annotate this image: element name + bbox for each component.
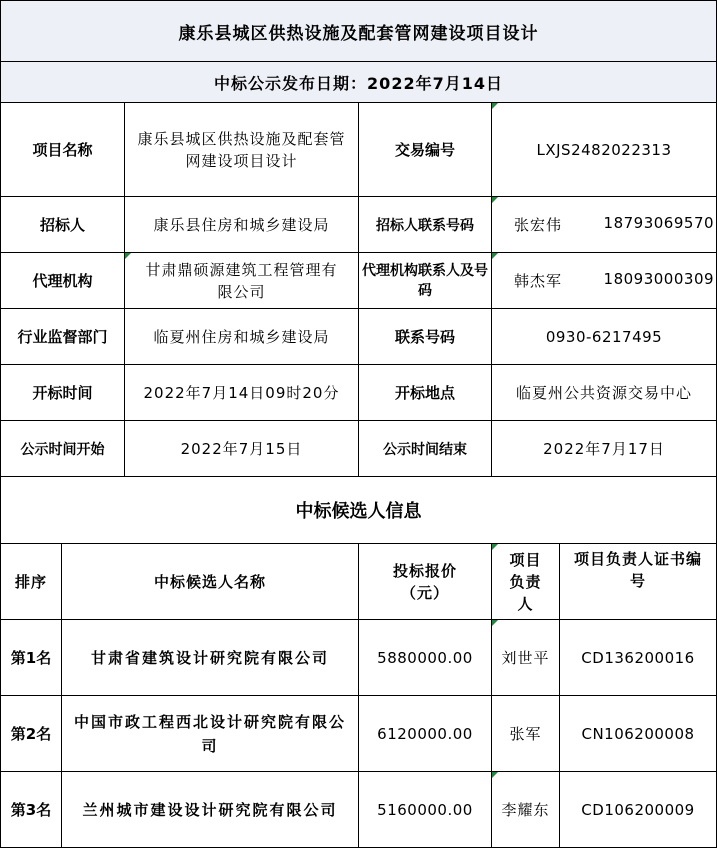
candidate-manager: 刘世平	[492, 620, 560, 696]
candidate-rank: 第1名	[1, 620, 62, 696]
candidate-rank: 第2名	[1, 696, 62, 772]
page-title: 康乐县城区供热设施及配套管网建设项目设计	[1, 1, 717, 62]
table-row	[1, 772, 717, 848]
col-bid-header: 投标报价（元）	[359, 544, 492, 620]
candidate-manager: 李耀东	[492, 772, 560, 848]
tenderer-value: 康乐县住房和城乡建设局	[125, 197, 359, 253]
publicity-end-value: 2022年7月17日	[492, 421, 717, 477]
candidate-manager: 张军	[492, 696, 560, 772]
candidate-cert: CD106200009	[560, 772, 717, 848]
publicity-start-label: 公示时间开始	[1, 421, 125, 477]
agency-phone-label: 代理机构联系人及号码	[359, 253, 492, 309]
candidate-cert: CN106200008	[560, 696, 717, 772]
col-rank-header: 排序	[1, 544, 62, 620]
open-time-value: 2022年7月14日09时20分	[125, 365, 359, 421]
tenderer-phone-label: 招标人联系号码	[359, 197, 492, 253]
supervisor-label: 行业监督部门	[1, 309, 125, 365]
open-time-label: 开标时间	[1, 365, 125, 421]
candidate-name: 甘肃省建筑设计研究院有限公司	[62, 620, 359, 696]
publicity-end-label: 公示时间结束	[359, 421, 492, 477]
col-name-header: 中标候选人名称	[62, 544, 359, 620]
agency-label: 代理机构	[1, 253, 125, 309]
tenderer-contact-phone: 18793069570	[603, 214, 715, 232]
candidate-cert: CD136200016	[560, 620, 717, 696]
col-cert-header: 项目负责人证书编号	[560, 544, 717, 620]
project-name-label: 项目名称	[1, 103, 125, 197]
supervisor-value: 临夏州住房和城乡建设局	[125, 309, 359, 365]
agency-value: 甘肃鼎硕源建筑工程管理有限公司	[125, 253, 359, 309]
candidates-section-title: 中标候选人信息	[1, 477, 717, 544]
candidate-bid: 5160000.00	[359, 772, 492, 848]
agency-contact-name: 韩杰军	[514, 272, 563, 290]
tenderer-contact	[492, 197, 717, 253]
publish-date: 中标公示发布日期：2022年7月14日	[1, 62, 717, 103]
phone-label: 联系号码	[359, 309, 492, 365]
tenderer-label: 招标人	[1, 197, 125, 253]
candidate-name: 兰州城市建设设计研究院有限公司	[62, 772, 359, 848]
agency-contact	[492, 253, 717, 309]
open-place-value: 临夏州公共资源交易中心	[492, 365, 717, 421]
table-row	[1, 696, 717, 772]
agency-contact-phone: 18093000309	[603, 270, 715, 288]
candidate-name: 中国市政工程西北设计研究院有限公司	[62, 696, 359, 772]
trade-no-value: LXJS2482022313	[492, 103, 717, 197]
candidate-rank: 第3名	[1, 772, 62, 848]
table-row	[1, 620, 717, 696]
phone-value: 0930-6217495	[492, 309, 717, 365]
tenderer-contact-name: 张宏伟	[514, 216, 563, 234]
open-place-label: 开标地点	[359, 365, 492, 421]
candidate-bid: 5880000.00	[359, 620, 492, 696]
project-name-value: 康乐县城区供热设施及配套管网建设项目设计	[125, 103, 359, 197]
candidate-bid: 6120000.00	[359, 696, 492, 772]
col-manager-header: 项目负责人	[492, 544, 560, 620]
trade-no-label: 交易编号	[359, 103, 492, 197]
publicity-start-value: 2022年7月15日	[125, 421, 359, 477]
